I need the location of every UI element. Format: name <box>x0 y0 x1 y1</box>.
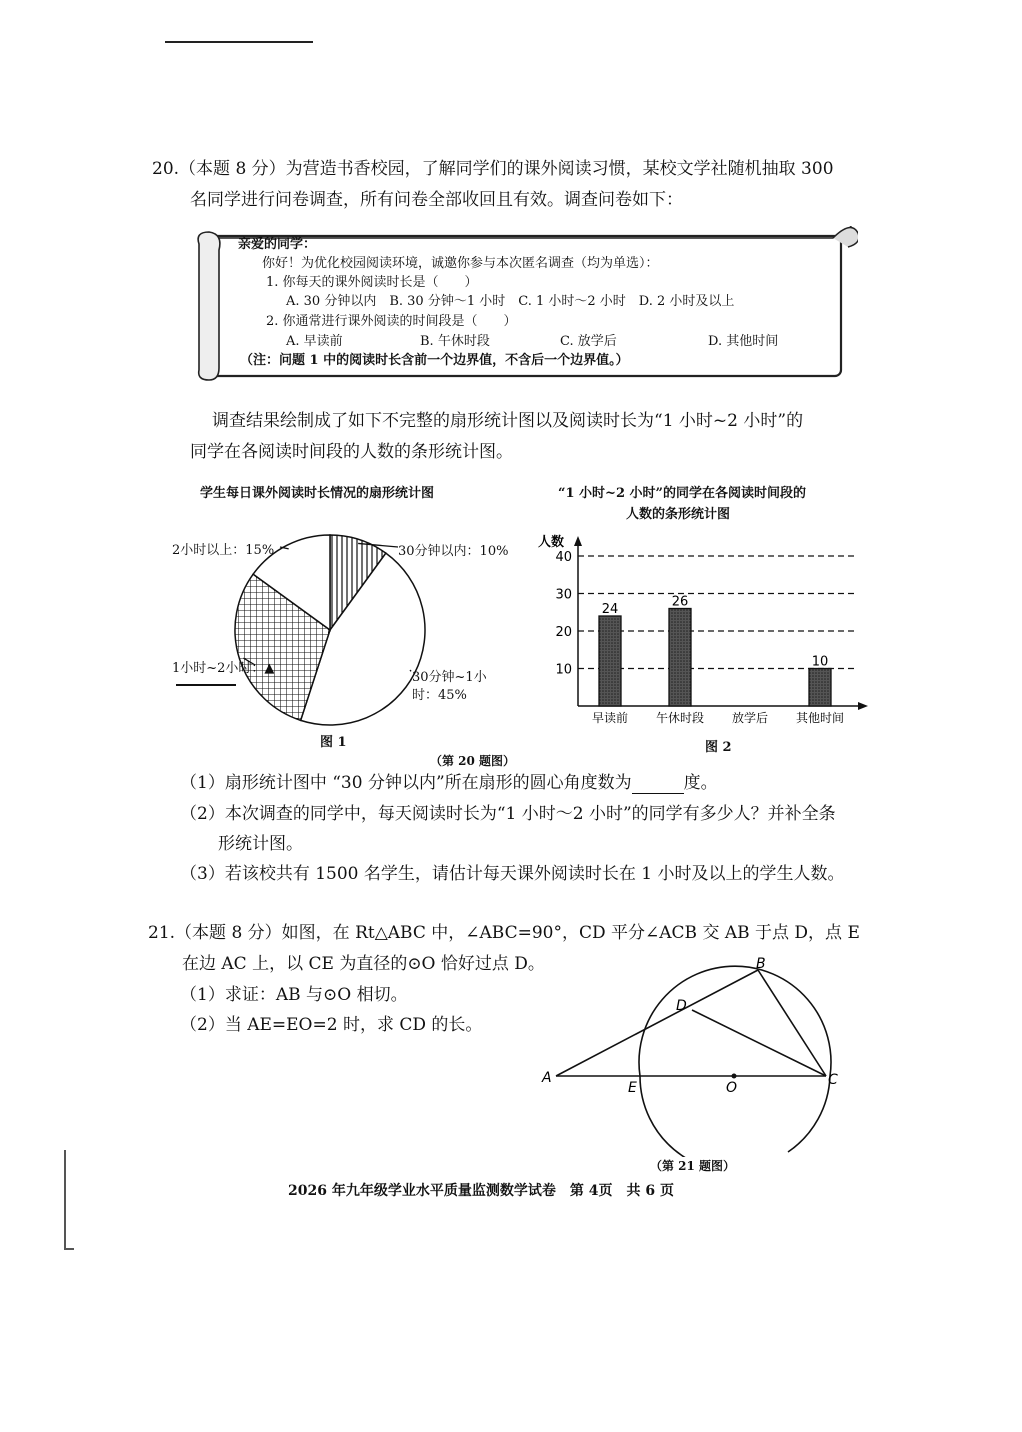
q21-geometry-figure <box>530 952 860 1157</box>
q20-sub1-unit: 度。 <box>683 773 718 793</box>
bar-category-label: 午休时段 <box>655 711 705 725</box>
bar-value-label: 24 <box>601 602 619 617</box>
margin-mark <box>64 1150 66 1250</box>
bar-value-label: 10 <box>811 654 829 670</box>
pie-label-under30: 30分钟以内：10% <box>398 544 509 559</box>
survey-q1: 1. 你每天的课外阅读时长是（ ） <box>266 275 478 290</box>
bar-category-label: 早读前 <box>591 711 629 725</box>
q20-result-line2: 同学在各阅读时间段的人数的条形统计图。 <box>190 442 513 462</box>
bar-ylabel: 人数 <box>538 535 565 550</box>
bar-ytick-label: 10 <box>555 662 572 678</box>
survey-intro: 你好！为优化校园阅读环境，诚邀你参与本次匿名调查（均为单选）： <box>262 256 659 271</box>
survey-q2-option-a: A. 早读前 <box>286 334 343 349</box>
survey-q1-options: A. 30 分钟以内 B. 30 分钟～1 小时 C. 1 小时～2 小时 D. 2 小时及以上 <box>286 294 735 309</box>
survey-q2-option-c: C. 放学后 <box>560 334 617 349</box>
bar-ytick-label: 20 <box>555 625 572 640</box>
q20-sub1-blank <box>632 777 684 794</box>
q20-result-line1: 调查结果绘制成了如下不完整的扇形统计图以及阅读时长为“1 小时~2 小时”的 <box>212 411 804 431</box>
circle-o <box>639 966 831 1152</box>
q21-line1: 21.（本题 8 分）如图，在 Rt△ABC 中，∠ABC=90°，CD 平分∠ACB 交 AB 于点 D，点 E <box>148 923 860 943</box>
pie-caption: 图 1 <box>320 735 347 750</box>
bar-y-arrow <box>574 536 582 546</box>
margin-mark-tick <box>64 1248 74 1250</box>
bar-value-label: 26 <box>671 594 689 610</box>
bar-category-label: 其他时间 <box>795 711 845 725</box>
q20-sub1-text: （1）扇形统计图中 “30 分钟以内”所在扇形的圆心角度数为 <box>180 773 632 793</box>
q20-sub2-line1: （2）本次调查的同学中，每天阅读时长为“1 小时～2 小时”的同学有多少人？并补全条 <box>180 804 836 824</box>
survey-note: （注：问题 1 中的阅读时长含前一个边界值，不含后一个边界值。） <box>240 353 629 368</box>
label-c: C <box>828 1072 838 1088</box>
pie-blank-line <box>176 684 236 686</box>
q20-sub2-line2: 形统计图。 <box>218 834 303 854</box>
q20-line1: 20.（本题 8 分）为营造书香校园，了解同学们的课外阅读习惯，某校文学社随机抽取 300 <box>152 159 834 179</box>
label-o: O <box>726 1080 738 1096</box>
label-a: A <box>542 1070 552 1086</box>
bar-0 <box>599 616 621 706</box>
bar-3 <box>809 669 831 707</box>
top-rule <box>165 41 313 43</box>
q20-line2: 名同学进行问卷调查，所有问卷全部收回且有效。调查问卷如下： <box>190 190 683 210</box>
label-d: D <box>676 998 687 1014</box>
survey-greeting: 亲爱的同学： <box>238 237 317 252</box>
bar-ytick-label: 30 <box>555 587 572 603</box>
q21-fig-caption: （第 21 题图） <box>650 1159 736 1173</box>
bar-chart <box>530 528 870 738</box>
survey-q2: 2. 你通常进行课外阅读的时间段是（ ） <box>266 314 517 329</box>
q21-sub1: （1）求证：AB 与⊙O 相切。 <box>180 985 408 1005</box>
segment-ab <box>556 970 758 1076</box>
bar-category-label: 放学后 <box>731 711 769 725</box>
survey-q2-option-b: B. 午休时段 <box>420 334 490 349</box>
q20-sub3: （3）若该校共有 1500 名学生，请估计每天课外阅读时长在 1 小时及以上的学生人数。 <box>180 864 845 884</box>
bar-1 <box>669 609 691 707</box>
pie-label-30to1h: 30分钟~1小时：45% <box>412 670 487 703</box>
label-e: E <box>628 1080 637 1096</box>
q20-sub1 <box>180 772 718 794</box>
bar-title-line2: 人数的条形统计图 <box>626 507 731 522</box>
pie-title: 学生每日课外阅读时长情况的扇形统计图 <box>200 486 435 501</box>
pie-label-over2h: 2小时以上：15% <box>172 543 275 558</box>
pie-label-1to2h: 1小时~2小时：▲ <box>172 661 275 676</box>
q21-sub2: （2）当 AE=EO=2 时，求 CD 的长。 <box>180 1015 483 1035</box>
label-b: B <box>756 956 766 972</box>
point-o <box>732 1074 737 1079</box>
survey-q2-option-d: D. 其他时间 <box>708 334 779 349</box>
segment-cd <box>692 1010 826 1076</box>
page-footer: 2026 年九年级学业水平质量监测数学试卷 第 4页 共 6 页 <box>288 1183 674 1199</box>
bar-x-arrow <box>858 702 868 710</box>
bar-title-line1: “1 小时~2 小时”的同学在各阅读时间段的 <box>558 486 806 501</box>
q21-line2: 在边 AC 上，以 CE 为直径的⊙O 恰好过点 D。 <box>182 954 545 974</box>
bar-caption: 图 2 <box>705 740 732 755</box>
pie-leader-line <box>410 670 411 671</box>
q20-fig-caption: （第 20 题图） <box>430 754 516 768</box>
bar-ytick-label: 40 <box>555 550 572 565</box>
circle-o-lower <box>640 1076 770 1157</box>
